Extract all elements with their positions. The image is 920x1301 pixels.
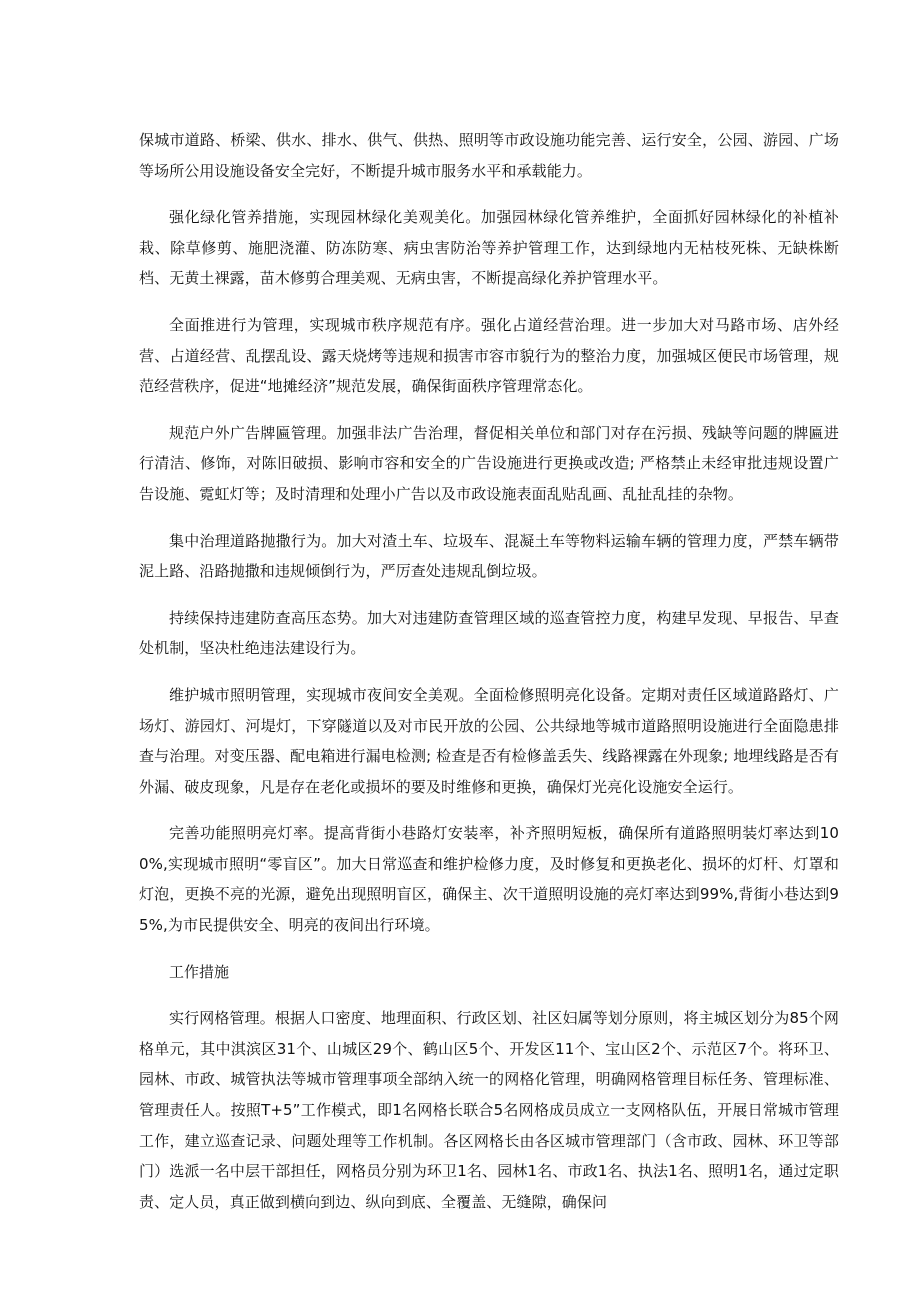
paragraph-illegal-construction: 持续保持违建防查高压态势。加大对违建防查管理区域的巡查管控力度，构建早发现、早报告、早查处机制，坚决杜绝违法建设行为。 [139,608,839,658]
paragraph-city-lighting: 维护城市照明管理，实现城市夜间安全美观。全面检修照明亮化设备。定期对责任区域道路路灯、广场灯、游园灯、河堤灯，下穿隧道以及对市民开放的公园、公共绿地等城市道路照明设施进行全面隐患排查与治理。对变压器、配电箱进行漏电检测; 检查是否有检修盖丢失、线路裸露在外现象; 地埋线路是否有外漏、破皮现象，凡是存在老化或损坏的要及时维修和更换，确保灯光亮化设施安全运行。 [139,685,839,796]
paragraph-urban-facilities: 保城市道路、桥梁、供水、排水、供气、供热、照明等市政设施功能完善、运行安全，公园、游园、广场等场所公用设施设备安全完好，不断提升城市服务水平和承载能力。 [139,131,839,180]
paragraph-outdoor-advertising: 规范户外广告牌匾管理。加强非法广告治理，督促相关单位和部门对存在污损、残缺等问题的牌匾进行清洁、修饰，对陈旧破损、影响市容和安全的广告设施进行更换或改造; 严格禁止未经审批违规设置广告设施、霓虹灯等；及时清理和处理小广告以及市政设施表面乱贴乱画、乱扯乱挂的杂物。 [139,423,839,503]
paragraph-behavior-management: 全面推进行为管理，实现城市秩序规范有序。强化占道经营治理。进一步加大对马路市场、店外经营、占道经营、乱摆乱设、露天烧烤等违规和损害市容市貌行为的整治力度，加强城区便民市场管理，规范经营秩序，促进“地摊经济”规范发展，确保街面秩序管理常态化。 [139,315,839,396]
paragraph-road-spillage: 集中治理道路抛撒行为。加大对渣土车、垃圾车、混凝土车等物料运输车辆的管理力度，严禁车辆带泥上路、沿路抛撒和违规倾倒行为，严厉查处违规乱倒垃圾。 [139,531,839,581]
paragraph-lighting-rate: 完善功能照明亮灯率。提高背街小巷路灯安装率，补齐照明短板，确保所有道路照明装灯率达到100%,实现城市照明“零盲区”。加大日常巡查和维护检修力度，及时修复和更换老化、损坏的灯杆、灯罩和灯泡，更换不亮的光源，避免出现照明盲区，确保主、次干道照明设施的亮灯率达到99%,背街小巷达到95%,为市民提供安全、明亮的夜间出行环境。 [139,824,839,935]
section-heading: 工作措施 [169,962,230,981]
document-body [139,125,839,1233]
paragraph-grid-management: 实行网格管理。根据人口密度、地理面积、行政区划、社区妇属等划分原则，将主城区划分为85个网格单元，其中淇滨区31个、山城区29个、鹤山区5个、开发区11个、宝山区2个、示范区7个。将环卫、园林、市政、城管执法等城市管理事项全部纳入统一的网格化管理，明确网格管理目标任务、管理标准、管理责任人。按照T+5”工作模式，即1名网格长联合5名网格成员成立一支网格队伍，开展日常城市管理工作，建立巡查记录、问题处理等工作机制。各区网格长由各区城市管理部门（含市政、园林、环卫等部门）选派一名中层干部担任，网格员分别为环卫1名、园林1名、市政1名、执法1名、照明1名，通过定职责、定人员，真正做到横向到边、纵向到底、全覆盖、无缝隙，确保问 [139,1009,839,1211]
paragraph-greening-maintenance: 强化绿化管养措施，实现园林绿化美观美化。加强园林绿化管养维护，全面抓好园林绿化的补植补栽、除草修剪、施肥浇灌、防冻防寒、病虫害防治等养护管理工作，达到绿地内无枯枝死株、无缺株断档、无黄土裸露，苗木修剪合理美观、无病虫害，不断提高绿化养护管理水平。 [139,208,839,288]
